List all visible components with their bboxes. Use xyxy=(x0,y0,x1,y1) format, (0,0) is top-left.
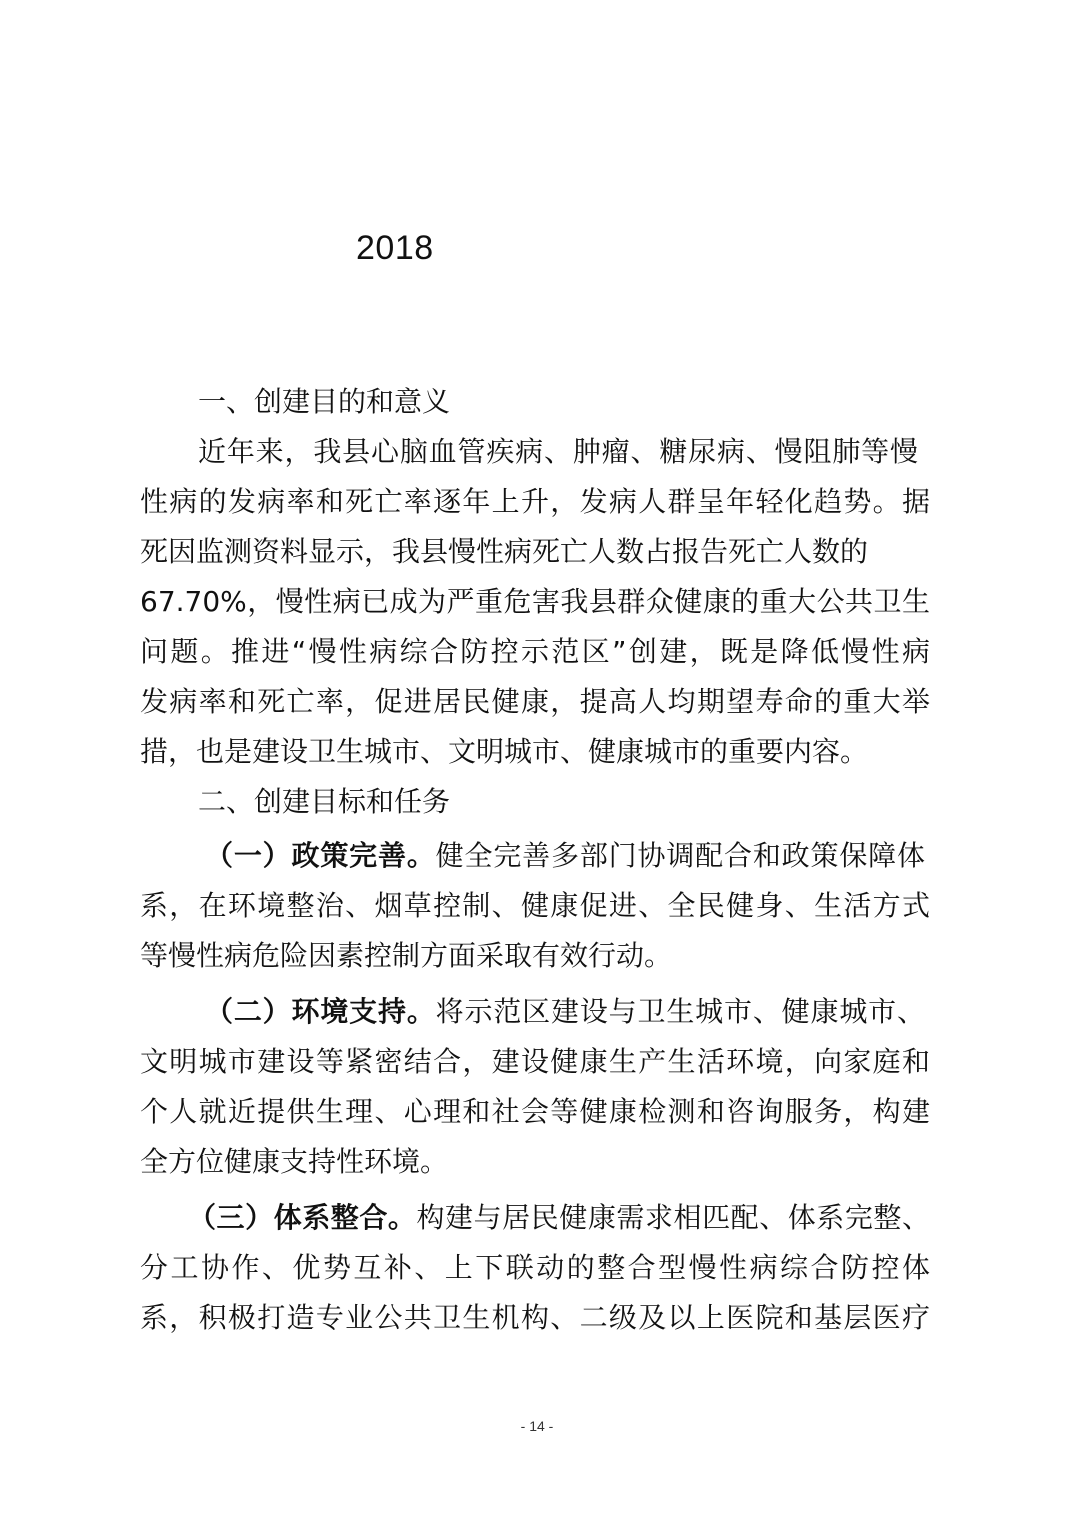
paragraph-line: 系，积极打造专业公共卫生机构、二级及以上医院和基层医疗 xyxy=(140,1301,930,1334)
paragraph-line: 全方位健康支持性环境。 xyxy=(140,1145,449,1178)
item-label-policy: （一）政策完善。 xyxy=(205,839,436,872)
item-label-system: （三）体系整合。 xyxy=(188,1201,417,1234)
paragraph-line: 分工协作、优势互补、上下联动的整合型慢性病综合防控体 xyxy=(140,1251,930,1284)
paragraph-line: 个人就近提供生理、心理和社会等健康检测和咨询服务，构建 xyxy=(140,1095,930,1128)
paragraph-line: 性病的发病率和死亡率逐年上升，发病人群呈年轻化趋势。据 xyxy=(140,485,930,518)
page-number: - 14 - xyxy=(520,1418,554,1434)
item-text: 健全完善多部门协调配合和政策保障体 xyxy=(435,839,925,872)
item-policy-first-line xyxy=(205,834,925,878)
paragraph-line: 67.70%，慢性病已成为严重危害我县群众健康的重大公共卫生 xyxy=(140,585,930,618)
paragraph-line: 近年来，我县心脑血管疾病、肿瘤、糖尿病、慢阻肺等慢 xyxy=(198,435,918,468)
item-label-environment: （二）环境支持。 xyxy=(205,995,436,1028)
paragraph-line: 文明城市建设等紧密结合，建设健康生产生活环境，向家庭和 xyxy=(140,1045,930,1078)
section-heading-goals: 二、创建目标和任务 xyxy=(198,785,451,818)
item-text: 将示范区建设与卫生城市、健康城市、 xyxy=(435,995,925,1028)
document-year: 2018 xyxy=(356,229,434,267)
paragraph-line: 等慢性病危险因素控制方面采取有效行动。 xyxy=(140,939,673,972)
paragraph-line: 系，在环境整治、烟草控制、健康促进、全民健身、生活方式 xyxy=(140,889,930,922)
section-heading-purpose: 一、创建目的和意义 xyxy=(198,385,451,418)
paragraph-line: 发病率和死亡率，促进居民健康，提高人均期望寿命的重大举 xyxy=(140,685,930,718)
paragraph-line: 问题。推进“慢性病综合防控示范区”创建，既是降低慢性病 xyxy=(140,635,930,668)
item-system-first-line xyxy=(188,1196,930,1240)
paragraph-line: 措，也是建设卫生城市、文明城市、健康城市的重要内容。 xyxy=(140,735,869,768)
paragraph-line: 死因监测资料显示，我县慢性病死亡人数占报告死亡人数的 xyxy=(140,535,869,568)
item-environment-first-line xyxy=(205,990,925,1034)
item-text: 构建与居民健康需求相匹配、体系完整、 xyxy=(416,1201,930,1234)
